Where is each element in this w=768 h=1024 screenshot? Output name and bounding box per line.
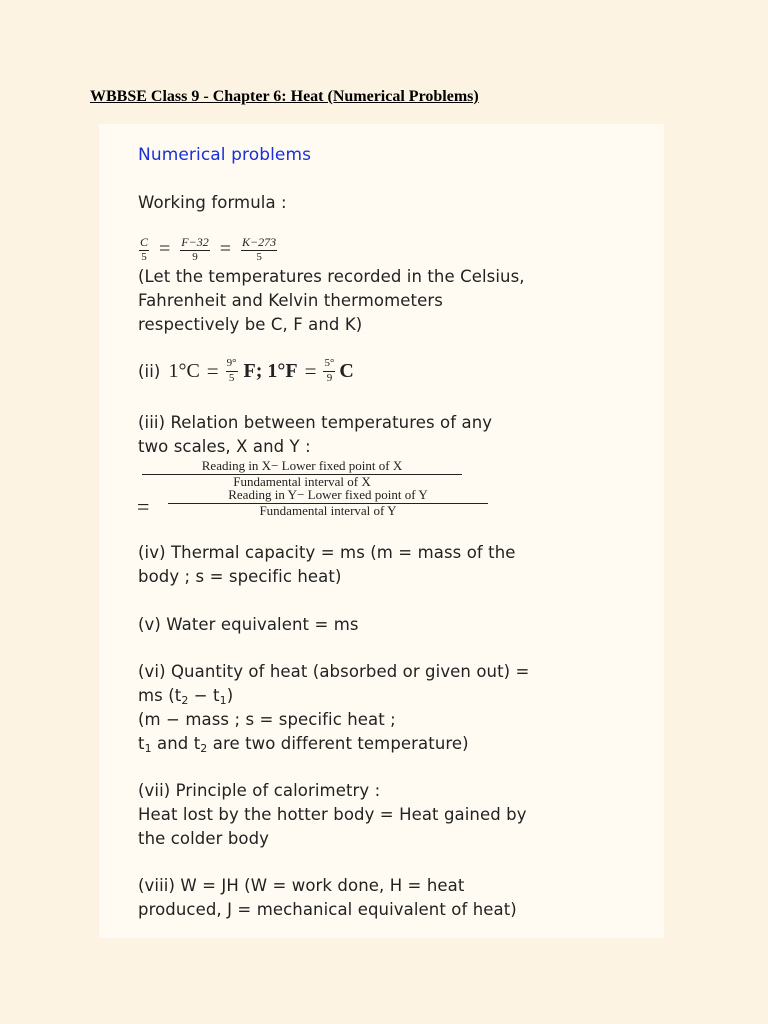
item-viii-line: (viii) W = JH (W = work done, H = heat — [138, 876, 465, 895]
content-card — [99, 124, 664, 938]
item-vi-line: (m − mass ; s = specific heat ; — [138, 710, 396, 729]
note-line: (Let the temperatures recorded in the Celsius, — [138, 267, 525, 286]
item-vii-line: (vii) Principle of calorimetry : — [138, 781, 381, 800]
equals-sign: = — [137, 494, 150, 519]
fraction-nine-fifths: $\frac{9^\circ}{5}$ — [226, 357, 237, 384]
item-iv-line: body ; s = specific heat) — [138, 567, 342, 586]
item-iii-line: two scales, X and Y : — [138, 437, 311, 456]
fraction-y-scale: Reading in Y− Lower fixed point of Y Fundamental interval of Y — [168, 488, 488, 519]
item-iv-line: (iv) Thermal capacity = ms (m = mass of the — [138, 543, 516, 562]
fraction-x-scale: Reading in X− Lower fixed point of X Fundamental interval of X — [142, 459, 462, 490]
item-vii-line: the colder body — [138, 829, 270, 848]
item-vi-line: $t_1$ and $t_2$ are two different temperature) — [138, 734, 469, 755]
item-viii-line: produced, J = mechanical equivalent of heat) — [138, 900, 517, 919]
item-iii-line: (iii) Relation between temperatures of any — [138, 413, 493, 432]
item-vi-line: (vi) Quantity of heat (absorbed or given out) = — [138, 662, 530, 681]
note-line: Fahrenheit and Kelvin thermometers — [138, 291, 443, 310]
document-title: WBBSE Class 9 - Chapter 6: Heat (Numerical Problems) — [90, 88, 479, 105]
working-formula-label: Working formula : — [138, 193, 287, 212]
section-heading: Numerical problems — [138, 145, 312, 165]
note-line: respectively be C, F and K) — [138, 315, 363, 334]
fraction-k: $\frac{K-273}{5}$ — [242, 235, 277, 263]
item-ii: (ii) 1°C = $\frac{9^\circ}{5}$ F; 1°F = $\frac{5^\circ}{9}$ C — [138, 357, 354, 384]
fraction-five-ninths: $\frac{5^\circ}{9}$ — [324, 357, 335, 384]
fraction-f: $\frac{F-32}{9}$ — [181, 235, 209, 263]
item-v: (v) Water equivalent = ms — [138, 615, 359, 634]
item-vii-line: Heat lost by the hotter body = Heat gained by — [138, 805, 527, 824]
item-vi-line: ms $(t_2 - t_1)$ — [138, 686, 234, 707]
conversion-formula: $\frac{C}{5}$ = $\frac{F-32}{9}$ = $\frac{K-273}{5}$ — [140, 235, 277, 263]
fraction-c: $\frac{C}{5}$ — [140, 235, 149, 263]
